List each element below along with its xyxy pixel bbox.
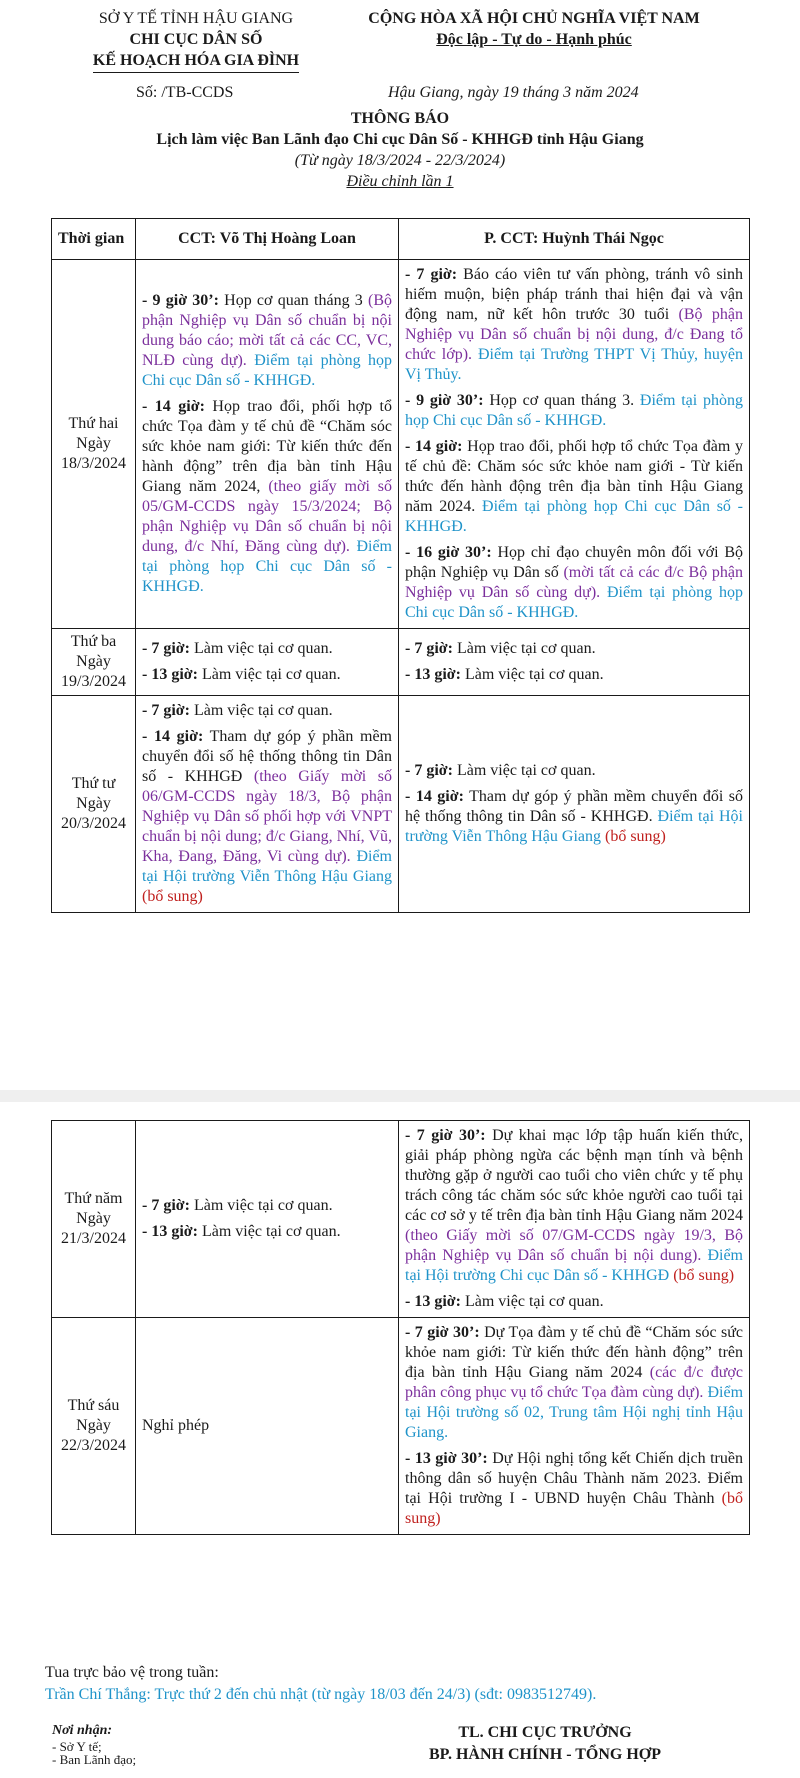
- director-schedule-cell: [136, 629, 399, 696]
- day-label: 19/3/2024: [61, 673, 126, 690]
- schedule-entry: [142, 291, 392, 391]
- day-label: Ngày: [76, 1417, 111, 1434]
- entry-text: Họp trao đổi, phối hợp tổ chức Tọa đàm y tế chủ đề: Chăm sóc sức khỏe nam giới - Từ kiến thức đến hành động trên địa bàn tỉnh Hậu Giang năm 2024.: [405, 438, 744, 515]
- signature-block: [380, 1722, 710, 1766]
- entry-location: Điểm tại Hội trường Chi cục Dân số - KHHGĐ: [405, 1247, 743, 1284]
- entry-time: - 13 giờ:: [405, 666, 461, 683]
- schedule-entry: [405, 787, 743, 847]
- signature-unit: BP. HÀNH CHÍNH - TỔNG HỢP: [428, 1746, 662, 1763]
- schedule-entry: [142, 727, 392, 907]
- day-label: Thứ sáu: [67, 1397, 120, 1414]
- entry-time: - 7 giờ 30’:: [405, 1324, 480, 1341]
- schedule-entry: [142, 701, 392, 721]
- document-number: Số: /TB-CCDS: [136, 84, 234, 101]
- deputy-schedule-cell: [399, 1121, 750, 1318]
- document-header: [0, 8, 800, 68]
- entry-text: Làm việc tại cơ quan.: [460, 1293, 604, 1310]
- day-label: Thứ năm: [64, 1190, 123, 1207]
- entry-time: - 9 giờ 30’:: [405, 392, 484, 409]
- entry-text: Làm việc tại cơ quan.: [189, 640, 333, 657]
- director-schedule-cell: [136, 1318, 399, 1535]
- entry-time: - 7 giờ:: [405, 762, 453, 779]
- document-subtitle: Lịch làm việc Ban Lãnh đạo Chi cục Dân Số - KHHGĐ tỉnh Hậu Giang: [156, 131, 644, 148]
- day-label: Ngày: [76, 1210, 111, 1227]
- day-label: Ngày: [76, 435, 111, 452]
- schedule-entry: [405, 1449, 743, 1529]
- date-range: (Từ ngày 18/3/2024 - 22/3/2024): [294, 152, 506, 169]
- agency-parent: SỞ Y TẾ TỈNH HẬU GIANG: [98, 10, 294, 27]
- entry-note: (Bộ phận Nghiệp vụ Dân số chuẩn bị nội dung báo cáo; mời tất cả các CC, VC, NLĐ cùng dự).: [142, 292, 392, 369]
- header-director: CCT: Võ Thị Hoàng Loan: [136, 219, 399, 260]
- deputy-schedule-cell: [399, 260, 750, 629]
- day-label: 21/3/2024: [61, 1230, 126, 1247]
- entry-time: - 13 giờ:: [405, 1293, 461, 1310]
- revision-note: Điều chỉnh lần 1: [346, 173, 454, 190]
- day-label: 20/3/2024: [61, 815, 126, 832]
- table-body-continued: [52, 1121, 750, 1535]
- schedule-entry: [405, 1323, 743, 1443]
- signature-title: TL. CHI CỤC TRƯỞNG: [458, 1724, 632, 1741]
- entry-location: Điểm tại phòng họp Chi cục Dân số - KHHGĐ.: [405, 498, 744, 535]
- day-label: Thứ ba: [70, 633, 117, 650]
- entry-text: Dự khai mạc lớp tập huấn kiến thức, giải pháp phòng ngừa các bệnh mạn tính và bệnh thường gặp ở người cao tuổi cho viên chức y tế phụ trách công tác chăm sóc sức khỏe người cao tuổi tại các cơ sở y tế trên địa bàn tỉnh Hậu Giang năm 2024: [405, 1127, 743, 1224]
- entry-text: Làm việc tại cơ quan.: [189, 702, 333, 719]
- agency-block: [66, 8, 326, 73]
- day-cell: [52, 260, 136, 629]
- recipients-heading: Nơi nhận:: [52, 1723, 113, 1738]
- agency-name: CHI CỤC DÂN SỐ: [129, 31, 263, 48]
- entry-text: Họp trao đổi, phối hợp tổ chức Tọa đàm y tế chủ đề “Chăm sóc sức khỏe nam giới: Từ kiến thức đến hành động” trên địa bàn tỉnh Hậu Giang năm 2024,: [142, 398, 392, 495]
- day-cell: [52, 1318, 136, 1535]
- entry-time: - 14 giờ:: [142, 728, 204, 745]
- schedule-entry: [405, 265, 743, 385]
- schedule-entry: [405, 437, 743, 537]
- entry-time: - 7 giờ:: [405, 266, 458, 283]
- schedule-entry: [405, 543, 743, 623]
- table-row: [52, 1318, 750, 1535]
- duty-text: Trần Chí Thắng: Trực thứ 2 đến chủ nhật (từ ngày 18/03 đến 24/3) (sđt: 0983512749).: [45, 1686, 597, 1703]
- entry-location: Điểm tại phòng họp Chi cục Dân số - KHHGĐ.: [142, 352, 392, 389]
- entry-text: Làm việc tại cơ quan.: [197, 666, 341, 683]
- director-schedule-cell: [136, 1121, 399, 1318]
- schedule-entry: [405, 665, 743, 685]
- schedule-entry: [405, 1292, 743, 1312]
- day-label: 22/3/2024: [61, 1437, 126, 1454]
- day-cell: [52, 629, 136, 696]
- schedule-entry: [405, 639, 743, 659]
- deputy-schedule-cell: [399, 1318, 750, 1535]
- entry-text: Làm việc tại cơ quan.: [197, 1223, 341, 1240]
- entry-time: - 7 giờ:: [142, 640, 190, 657]
- schedule-table-continued: [51, 1120, 750, 1535]
- entry-location: Điểm tại phòng họp Chi cục Dân số - KHHGĐ.: [405, 584, 743, 621]
- entry-location: Điểm tại phòng họp Chi cục Dân số - KHHGĐ.: [142, 538, 392, 595]
- national-motto: Độc lập - Tự do - Hạnh phúc: [436, 31, 632, 48]
- entry-added-tag: (bổ sung): [673, 1267, 735, 1284]
- schedule-entry: [405, 1126, 743, 1286]
- entry-text: Làm việc tại cơ quan.: [452, 762, 596, 779]
- entry-text: Nghỉ phép: [142, 1417, 210, 1434]
- entry-time: - 9 giờ 30’:: [142, 292, 219, 309]
- schedule-entry: [142, 1222, 392, 1242]
- entry-added-tag: (bổ sung): [142, 888, 203, 905]
- entry-text: Dự Hội nghị tổng kết Chiến dịch truền thông dân số huyện Châu Thành năm 2023. Điểm tại Hội trường I - UBND huyện Châu Thành: [405, 1450, 743, 1507]
- recipient-item: - Ban Lãnh đạo;: [52, 1752, 137, 1767]
- day-label: Ngày: [76, 653, 111, 670]
- entry-location: Điểm tại phòng họp Chi cục Dân số - KHHGĐ.: [405, 392, 743, 429]
- entry-text: Dự Tọa đàm y tế chủ đề “Chăm sóc sức khỏe nam giới: Từ kiến thức đến hành động” trên địa bàn tỉnh Hậu Giang năm 2024: [405, 1324, 743, 1381]
- entry-location: Điểm tại Hội trường Viễn Thông Hậu Giang: [405, 808, 743, 845]
- entry-time: - 16 giờ 30’:: [405, 544, 492, 561]
- entry-text: Làm việc tại cơ quan.: [452, 640, 596, 657]
- document-title: THÔNG BÁO: [350, 110, 450, 127]
- document-title-block: [0, 108, 800, 192]
- schedule-entry: [142, 665, 392, 685]
- deputy-schedule-cell: [399, 629, 750, 696]
- entry-note: (theo Giấy mời số 06/GM-CCDS ngày 18/3, Bộ phận Nghiệp vụ Dân số phối hợp với VNPT chuẩn bị nội dung; đ/c Giang, Nhí, Vũ, Kha, Đang, Đăng, Vi cùng dự).: [142, 768, 393, 865]
- page-gap: [0, 1090, 800, 1102]
- entry-text: Làm việc tại cơ quan.: [460, 666, 604, 683]
- entry-time: - 7 giờ 30’:: [405, 1127, 486, 1144]
- day-cell: [52, 696, 136, 913]
- duty-roster: [45, 1662, 765, 1706]
- table-body: [52, 260, 750, 913]
- recipients-block: [52, 1724, 136, 1766]
- director-schedule-cell: [136, 696, 399, 913]
- entry-time: - 13 giờ 30’:: [405, 1450, 488, 1467]
- entry-location: Điểm tại Hội trường số 02, Trung tâm Hội nghị tỉnh Hậu Giang.: [405, 1384, 744, 1441]
- table-row: [52, 260, 750, 629]
- table-row: [52, 696, 750, 913]
- schedule-entry: [405, 391, 743, 431]
- entry-note: (mời tất cả các đ/c Bộ phận Nghiệp vụ Dân số cùng dự).: [405, 564, 743, 601]
- recipient-item: - Sở Y tế;: [52, 1739, 102, 1754]
- duty-heading: Tua trực bảo vệ trong tuần:: [45, 1664, 219, 1681]
- director-schedule-cell: [136, 260, 399, 629]
- table-row: [52, 1121, 750, 1318]
- day-label: 18/3/2024: [61, 455, 126, 472]
- schedule-entry: [142, 1196, 392, 1216]
- schedule-entry: [405, 761, 743, 781]
- number-date-line: [0, 84, 800, 106]
- country-name: CỘNG HÒA XÃ HỘI CHỦ NGHĨA VIỆT NAM: [368, 10, 700, 27]
- entry-location: Điểm tại Hội trường Viễn Thông Hậu Giang: [142, 848, 393, 885]
- agency-name-2: KẾ HOẠCH HÓA GIA ĐÌNH: [93, 50, 299, 73]
- entry-added-tag: (bổ sung): [405, 1490, 743, 1527]
- document-date: Hậu Giang, ngày 19 tháng 3 năm 2024: [388, 84, 639, 101]
- table-row: [52, 629, 750, 696]
- schedule-entry: [142, 397, 392, 597]
- entry-text: Tham dự góp ý phần mềm chuyển đổi số hệ thống thông tin Dân số - KHHGĐ: [142, 728, 393, 785]
- schedule-table: [51, 218, 750, 913]
- day-label: Ngày: [76, 795, 111, 812]
- deputy-schedule-cell: [399, 696, 750, 913]
- entry-time: - 13 giờ:: [142, 666, 198, 683]
- entry-added-tag: (bổ sung): [605, 828, 666, 845]
- entry-time: - 14 giờ:: [405, 788, 464, 805]
- day-cell: [52, 1121, 136, 1318]
- entry-time: - 13 giờ:: [142, 1223, 198, 1240]
- schedule-entry: [142, 1416, 392, 1436]
- entry-time: - 7 giờ:: [405, 640, 453, 657]
- entry-text: Báo cáo viên tư vấn phòng, tránh vô sinh hiếm muộn, biện pháp tránh thai hiện đại và vận động nam, nữ kết hôn trước 30 tuổi: [405, 266, 743, 323]
- entry-note: (các đ/c được phân công phục vụ tổ chức Tọa đàm cùng dự).: [405, 1364, 743, 1401]
- entry-note: (theo Giấy mời số 07/GM-CCDS ngày 19/3, Bộ phận Nghiệp vụ Dân số chuẩn bị nội dung).: [405, 1227, 743, 1264]
- entry-note: (theo giấy mời số 05/GM-CCDS ngày 15/3/2024; Bộ phận Nghiệp vụ Dân số chuẩn bị nội dung, đ/c Nhí, Đăng cùng dự).: [142, 478, 392, 555]
- header-time: Thời gian: [52, 219, 136, 260]
- schedule-entry: [142, 639, 392, 659]
- entry-time: - 7 giờ:: [142, 1197, 190, 1214]
- header-deputy: P. CCT: Huỳnh Thái Ngọc: [399, 219, 750, 260]
- day-label: Thứ tư: [71, 775, 116, 792]
- table-header-row: [52, 219, 750, 260]
- entry-text: Họp chỉ đạo chuyên môn đối với Bộ phận Nghiệp vụ Dân số: [405, 544, 743, 581]
- document-page-2: [0, 1102, 800, 1778]
- national-heading: [344, 8, 724, 50]
- entry-location: Điểm tại Trường THPT Vị Thủy, huyện Vị Thủy.: [405, 346, 744, 383]
- entry-time: - 14 giờ:: [142, 398, 205, 415]
- entry-note: (Bộ phận Nghiệp vụ Dân số chuẩn bị nội dung, đ/c Đang tổ chức lớp).: [405, 306, 743, 363]
- entry-time: - 14 giờ:: [405, 438, 463, 455]
- entry-time: - 7 giờ:: [142, 702, 190, 719]
- entry-text: Họp cơ quan tháng 3.: [483, 392, 640, 409]
- day-label: Thứ hai: [68, 415, 119, 432]
- entry-text: Họp cơ quan tháng 3: [218, 292, 368, 309]
- entry-text: Tham dự góp ý phần mềm chuyển đổi số hệ thống thông tin Dân số - KHHGĐ.: [405, 788, 743, 825]
- entry-text: Làm việc tại cơ quan.: [189, 1197, 333, 1214]
